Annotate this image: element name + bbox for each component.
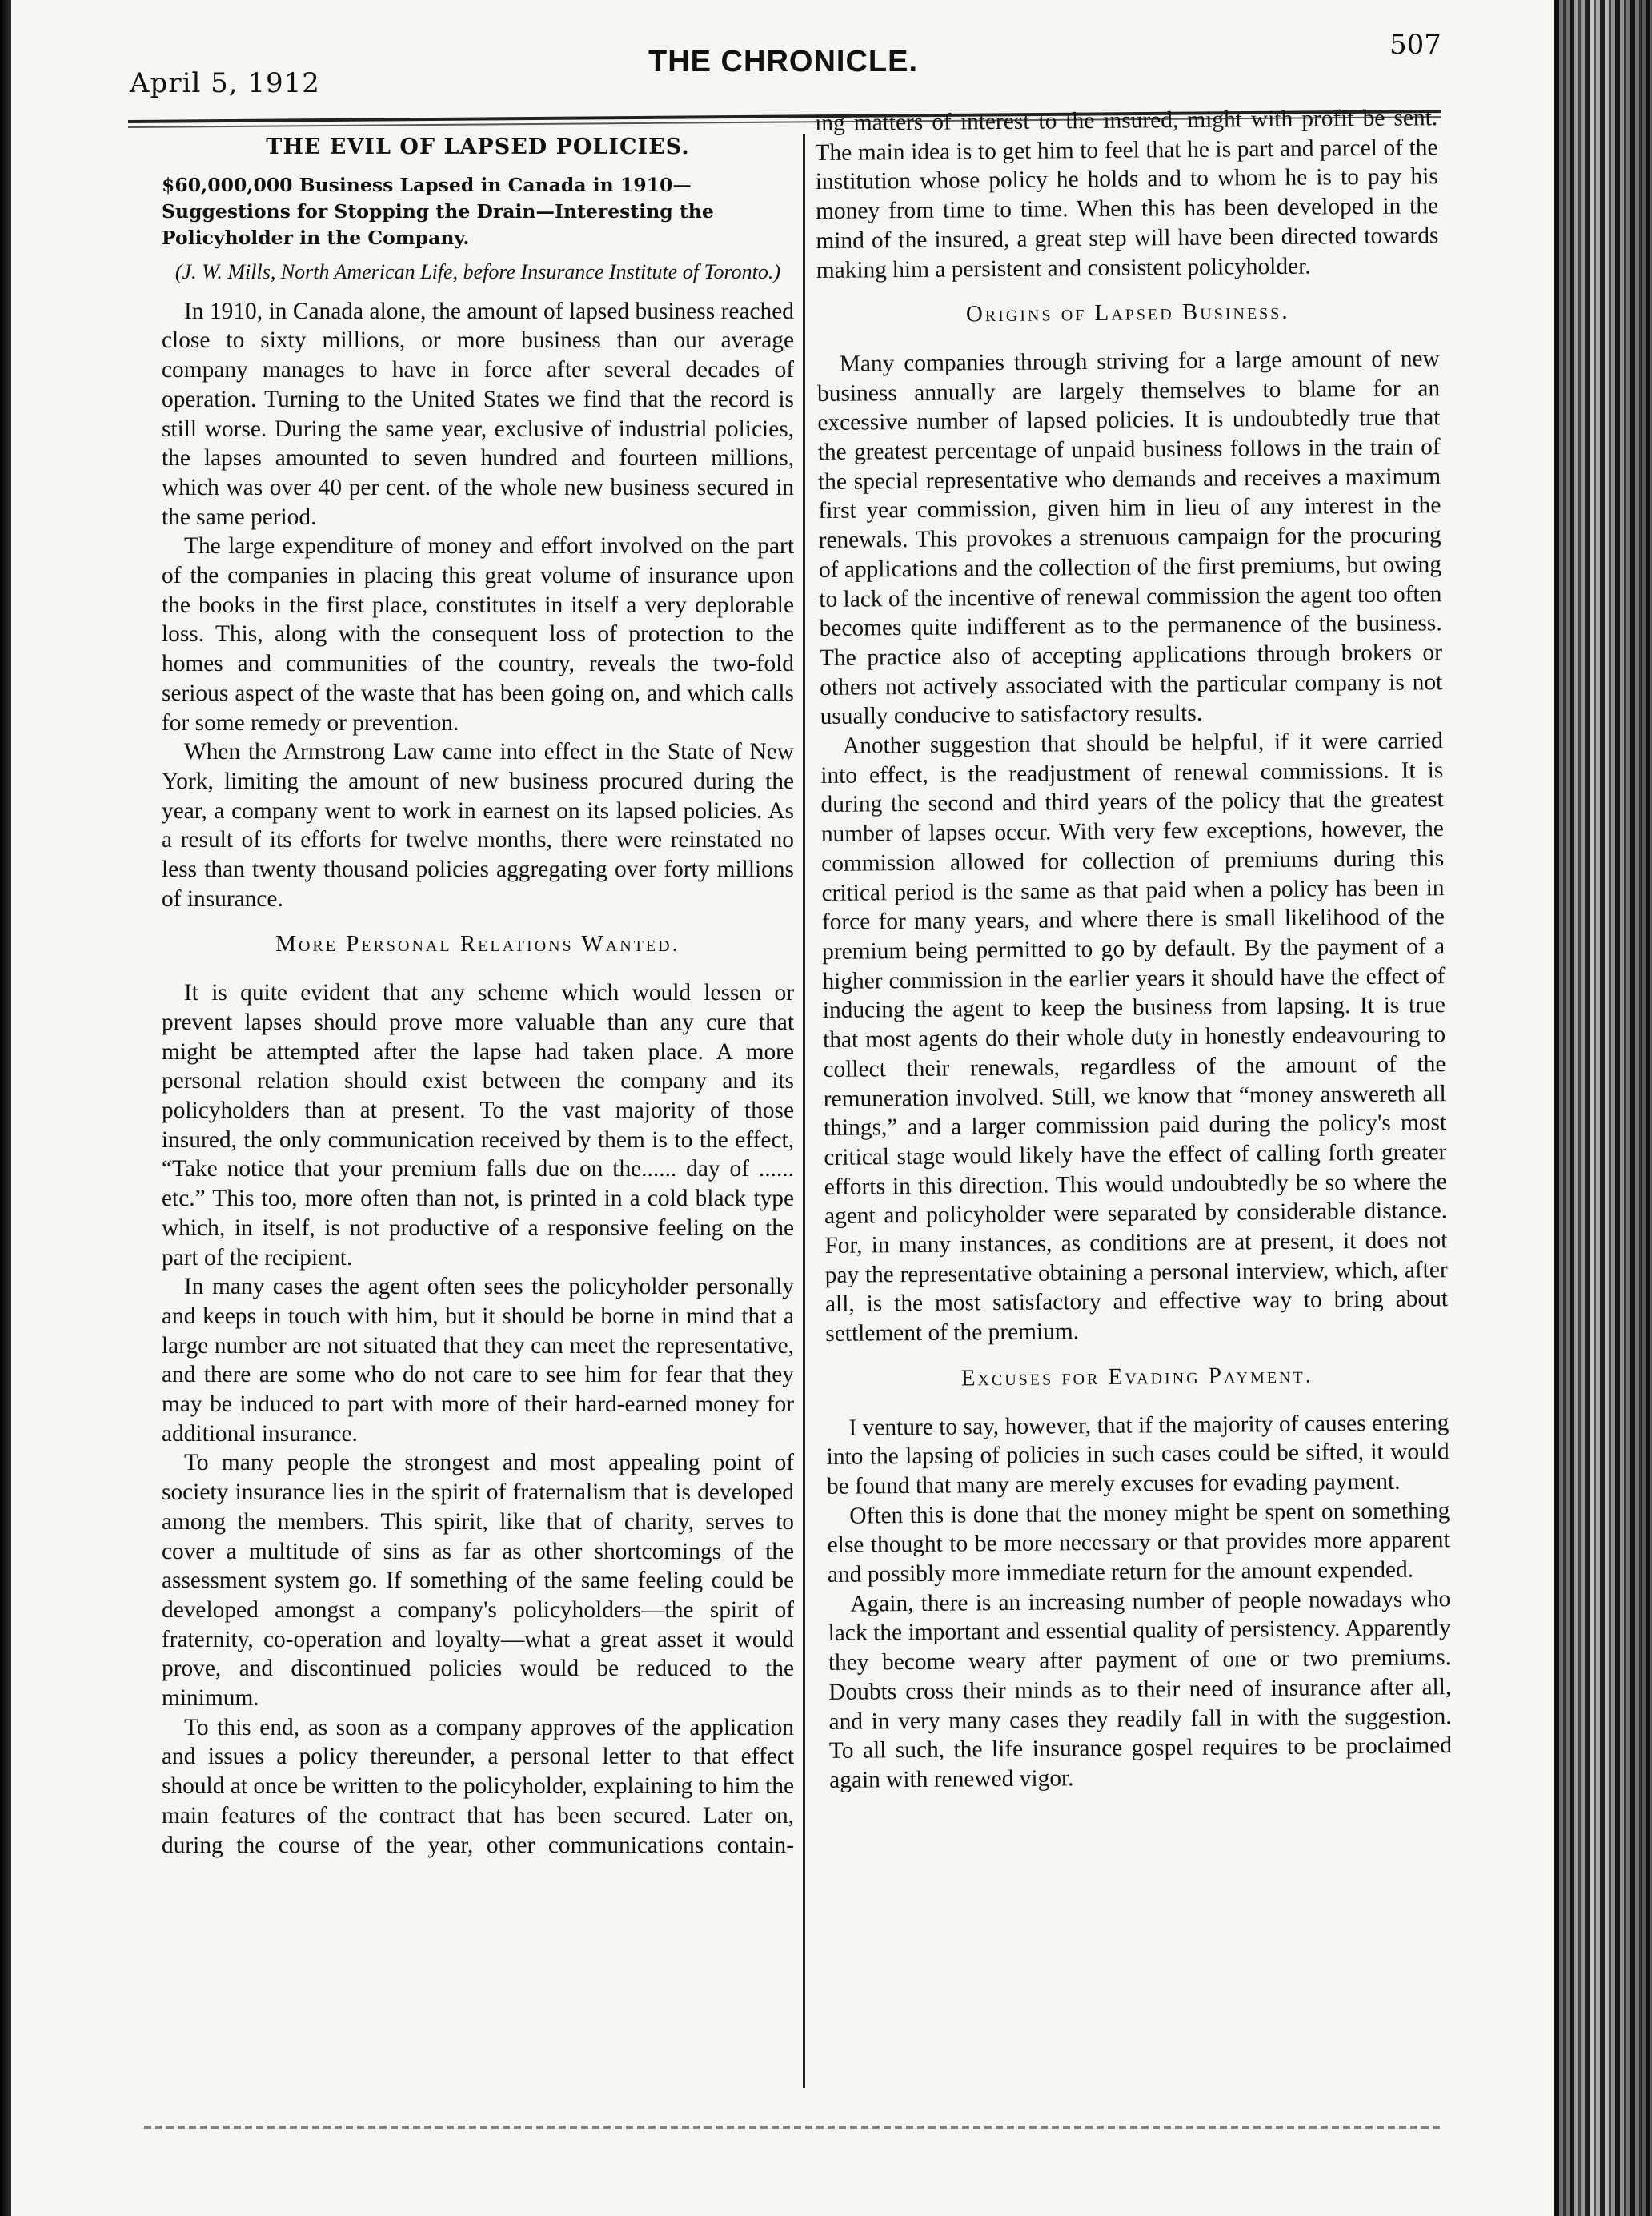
paragraph: In many cases the agent often sees the policyholder personally and keeps in touch with him, but it should be borne in mind that a large number are not situated that they can meet the representative, and there are some who do not care to see him for fear that they may be induced to part with more of their hard-earned money for additional insurance. <box>162 1274 794 1447</box>
section-heading: Origins of Lapsed Business. <box>965 299 1290 327</box>
paragraph: Again, there is an increasing number of people nowadays who lack the important and essential quality of persistency. Apparently they become weary after payment of one or two premiums. Doubts cross their minds as to their need of insurance after all, and in very many cases they readily fall in with the suggestion. To all such, the life insurance gospel requires to be proclaimed again with renewed vigor. <box>828 1585 1453 1793</box>
paragraph-continuation: ing matters of interest to the insured, might with profit be sent. The main idea is to get him to feel that he is part and parcel of the institution whose policy he holds and to whom he is to pay his money from time to time. When this has been developed in the mind of the insured, a great step will have been directed towards making him a persistent and consistent policyholder. <box>815 105 1439 283</box>
paragraph: Another suggestion that should be helpful, if it were carried into effect, is the readjustment of renewal commissions. It is during the second and third years of the policy that the greatest number of lapses occur. With very few exceptions, however, the commission allowed for collection of premiums during this critical period is the same as that paid when a policy has been in force for many years, and where there is small likelihood of the premium being permitted to go by default. By the payment of a higher commission in the earlier years it should have the effect of inducing the agent to keep the business from lapsing. It is true that most agents do their whole duty in honestly endeavouring to collect their renewals, regardless of the amount of the remuneration involved. Still, we know that “money answereth all things,” and a larger commission paid during the policy's most critical stage would likely have the effect of calling forth greater efforts in this direction. This would undoubtedly be so where the agent and policyholder were separated by considerable distance. For, in many instances, as conditions are at present, it does not pay the representative obtaining a personal interview, which, after all, is the most satisfactory and effective way to bring about settlement of the premium. <box>820 728 1449 1347</box>
paragraph: To this end, as soon as a company approves of the application and issues a policy thereunder, a personal letter to that effect should at once be written to the policyholder, explaining to him the main features of the contract that has been secured. Later on, during the course of the year, other communications contain- <box>162 1714 794 1858</box>
binding-shadow <box>0 0 11 2216</box>
column-divider <box>803 134 805 2088</box>
right-column <box>815 103 1452 1795</box>
page-number: 507 <box>1389 29 1441 61</box>
article-subtitle: $60,000,000 Business Lapsed in Canada in 1910—Suggestions for Stopping the Drain—Interesting the Policyholder in the Company. <box>162 173 714 249</box>
paragraph: In 1910, in Canada alone, the amount of lapsed business reached close to sixty millions, or more business than our average company manages to have in force after several decades of operation. Turning to the United States we find that the record is still worse. During the same year, exclusive of industrial policies, the lapses amounted to seven hundred and fourteen millions, which was over 40 per cent. of the whole new business secured in the same period. <box>162 298 794 530</box>
page-date: April 5, 1912 <box>130 67 320 99</box>
paragraph: Often this is done that the money might be spent on something else thought to be more necessary or that provides more apparent and possibly more immediate return for the amount expended. <box>827 1497 1450 1588</box>
paragraph: It is quite evident that any scheme which would lessen or prevent lapses should prove more valuable than any cure that might be attempted after the lapse had taken place. A more personal relation should exist between the company and its policyholders than at present. To the vast majority of those insured, the only communication received by them is to the effect, “Take notice that your premium falls due on the...... day of ...... etc.” This too, more often than not, is printed in a cold black type which, in itself, is not productive of a responsive feeling on the part of the recipient. <box>162 980 794 1271</box>
article-title: THE EVIL OF LAPSED POLICIES. <box>266 134 690 159</box>
book-page-edges-shade <box>1554 0 1652 2216</box>
paragraph: Many companies through striving for a large amount of new business annually are largely themselves to blame for an excessive number of lapsed policies. It is undoubtedly true that the greatest percentage of unpaid business follows in the train of the special representative who demands and receives a maximum first year commission, given him in lieu of any interest in the renewals. This provokes a strenuous campaign for the procuring of applications and the collection of the first premiums, but owing to lack of the incentive of renewal commission the agent too often becomes quite indifferent as to the permanence of the business. The practice also of accepting applications through brokers or others not actively associated with the particular company is not usually conducive to satisfactory results. <box>816 346 1443 730</box>
footer-rule <box>144 2126 1441 2129</box>
article-byline: (J. W. Mills, North American Life, before Insurance Institute of Toronto.) <box>174 259 781 283</box>
paragraph: To many people the strongest and most appealing point of society insurance lies in the spirit of fraternalism that is developed among the members. This spirit, like that of charity, serves to cover a multitude of sins as far as other shortcomings of the assessment system go. If something of the same feeling could be developed amongst a company's policyholders—the spirit of fraternity, co-operation and loyalty—what a great asset it would prove, and discontinued policies would be reduced to the minimum. <box>162 1450 794 1712</box>
publication-title: THE CHRONICLE. <box>648 45 918 78</box>
paragraph: I venture to say, however, that if the majority of causes entering into the lapsing of policies in such cases could be sifted, it would be found that many are merely excuses for evading payment. <box>826 1409 1450 1499</box>
left-column <box>162 133 794 1860</box>
paragraph: The large expenditure of money and effort involved on the part of the companies in placing this great volume of insurance upon the books in the first place, constitutes in itself a very deplorable loss. This, along with the consequent loss of protection to the homes and communities of the country, reveals the two-fold serious aspect of the waste that has been going on, and which calls for some remedy or prevention. <box>162 533 794 736</box>
section-heading: Excuses for Evading Payment. <box>960 1362 1314 1391</box>
paragraph: When the Armstrong Law came into effect in the State of New York, limiting the amount of new business procured during the year, a company went to work in earnest on its lapsed policies. As a result of its efforts for twelve months, there were reinstated no less than twenty thousand policies aggregating over forty millions of insurance. <box>162 739 794 912</box>
section-heading: More Personal Relations Wanted. <box>275 931 680 957</box>
